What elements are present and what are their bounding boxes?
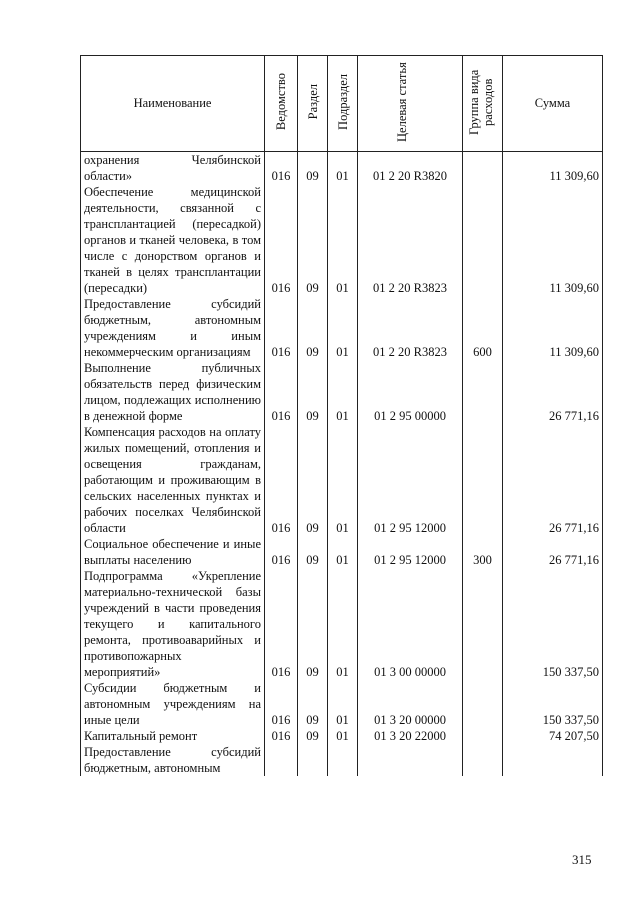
row-section [298,744,328,776]
row-subsection: 01 [328,424,358,536]
row-name: Предоставление субсидий бюджетным, автономным учреждениям и иным некоммерческим организациям [81,296,265,360]
table-row [81,744,603,776]
row-target: 01 2 95 12000 [358,424,463,536]
row-section: 09 [298,680,328,728]
row-name: Выполнение публичных обязательств перед физическим лицом, подлежащих исполнению в денежной форме [81,360,265,424]
row-sum: 26 771,16 [503,360,603,424]
row-sum: 150 337,50 [503,680,603,728]
row-sum: 11 309,60 [503,296,603,360]
table-row [81,184,603,296]
row-dept [265,744,298,776]
row-group [463,680,503,728]
row-dept: 016 [265,536,298,568]
row-name: Субсидии бюджетным и автономным учреждениям на иные цели [81,680,265,728]
row-sum: 26 771,16 [503,536,603,568]
row-target [358,744,463,776]
row-target: 01 2 20 R3820 [358,152,463,185]
row-target: 01 3 00 00000 [358,568,463,680]
table-header-row [81,56,603,152]
row-group [463,728,503,744]
row-sum [503,744,603,776]
row-group [463,424,503,536]
row-subsection: 01 [328,152,358,185]
table-row [81,728,603,744]
row-group [463,360,503,424]
row-name: Обеспечение медицинской деятельности, связанной с трансплантацией (пересадкой) органов и тканей человека, в том числе с донорством органов и тканей в целях трансплантации (пересадки) [81,184,265,296]
row-section: 09 [298,152,328,185]
row-target: 01 3 20 22000 [358,728,463,744]
row-target: 01 2 20 R3823 [358,184,463,296]
row-section: 09 [298,728,328,744]
table-row [81,536,603,568]
row-subsection: 01 [328,680,358,728]
row-group: 300 [463,536,503,568]
row-name: Подпрограмма «Укрепление материально-технической базы учреждений в части проведения текущего и капитального ремонта, противоаварийных и противопожарных мероприятий» [81,568,265,680]
row-dept: 016 [265,360,298,424]
row-name: Капитальный ремонт [81,728,265,744]
table-row [81,152,603,185]
row-sum: 11 309,60 [503,184,603,296]
row-subsection: 01 [328,568,358,680]
header-name: Наименование [81,56,265,152]
row-dept: 016 [265,568,298,680]
row-section: 09 [298,536,328,568]
row-sum: 150 337,50 [503,568,603,680]
row-dept: 016 [265,680,298,728]
table-row [81,680,603,728]
row-name: Компенсация расходов на оплату жилых помещений, отопления и освещения гражданам, работающим и проживающим в сельских населенных пунктах и рабочих поселках Челябинской области [81,424,265,536]
row-section: 09 [298,360,328,424]
header-expense-group: Группа вида расходов [463,56,503,152]
table-row [81,568,603,680]
row-name: охранения Челябинской области» [81,152,265,185]
header-dept: Ведомство [265,56,298,152]
row-subsection: 01 [328,536,358,568]
row-target: 01 2 20 R3823 [358,296,463,360]
row-dept: 016 [265,152,298,185]
row-group [463,152,503,185]
row-group [463,184,503,296]
row-target: 01 2 95 12000 [358,536,463,568]
row-group [463,744,503,776]
table-row [81,296,603,360]
row-name: Социальное обеспечение и иные выплаты населению [81,536,265,568]
table-row [81,360,603,424]
row-sum: 26 771,16 [503,424,603,536]
row-target: 01 2 95 00000 [358,360,463,424]
header-sum: Сумма [503,56,603,152]
row-section: 09 [298,184,328,296]
row-dept: 016 [265,296,298,360]
row-name: Предоставление субсидий бюджетным, автономным [81,744,265,776]
row-group [463,568,503,680]
row-subsection: 01 [328,184,358,296]
row-subsection: 01 [328,296,358,360]
row-section: 09 [298,424,328,536]
budget-table [80,55,603,776]
row-dept: 016 [265,424,298,536]
row-dept: 016 [265,728,298,744]
row-sum: 11 309,60 [503,152,603,185]
row-sum: 74 207,50 [503,728,603,744]
page-number: 315 [572,852,592,867]
header-section: Раздел [298,56,328,152]
row-section: 09 [298,568,328,680]
table-row [81,424,603,536]
header-subsection: Подраздел [328,56,358,152]
row-target: 01 3 20 00000 [358,680,463,728]
row-subsection: 01 [328,360,358,424]
row-group: 600 [463,296,503,360]
row-section: 09 [298,296,328,360]
row-subsection: 01 [328,728,358,744]
row-subsection [328,744,358,776]
row-dept: 016 [265,184,298,296]
header-target: Целевая статья [358,56,463,152]
